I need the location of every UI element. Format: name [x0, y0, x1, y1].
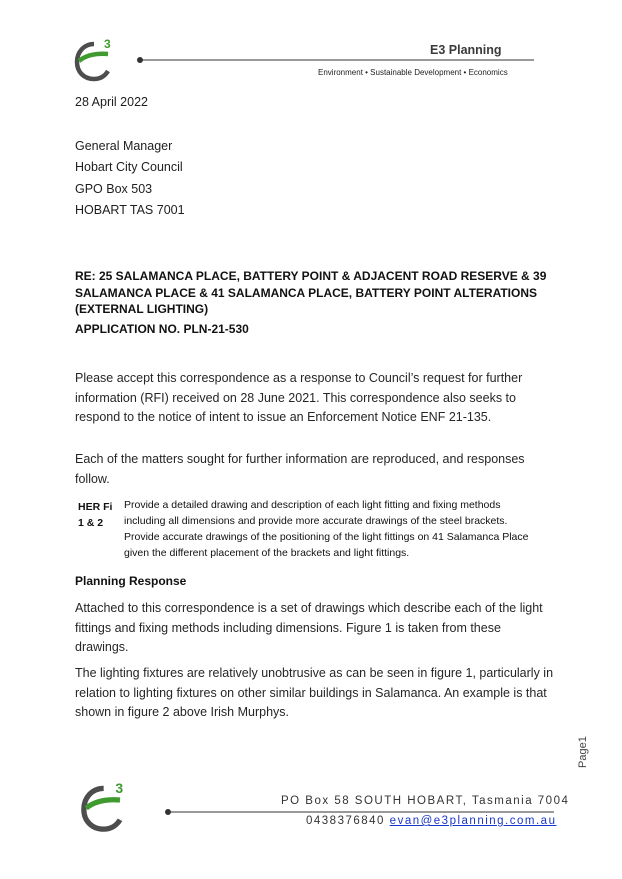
planning-response-heading: Planning Response	[75, 574, 187, 588]
svg-text:3: 3	[104, 37, 111, 51]
company-name: E3 Planning	[430, 43, 502, 57]
paragraph-matters: Each of the matters sought for further information are reproduced, and responses follow.	[75, 452, 525, 486]
application-number: APPLICATION NO. PLN-21-530	[75, 322, 249, 336]
footer-email-link[interactable]: evan@e3planning.com.au	[389, 815, 557, 827]
svg-text:3: 3	[115, 780, 124, 796]
company-tagline: Environment • Sustainable Development • Economics	[318, 68, 508, 77]
address-line: Hobart City Council	[75, 160, 183, 174]
paragraph-fixtures: The lighting fixtures are relatively unobtrusive as can be seen in figure 1, particularly in relation to lighting fixtures on other similar buildings in Salamanca. An example is that shown in figure 2 above Irish Murphys.	[75, 666, 554, 719]
paragraph-intro: Please accept this correspondence as a response to Council’s request for further information (RFI) received on 28 June 2021. This correspondence also seeks to respond to the notice of intent to issue an Enforcement Notice ENF 21-135.	[75, 371, 523, 424]
footer-contact	[306, 815, 556, 827]
her-request-text: Provide a detailed drawing and description of each light fitting and fixing methods including all dimensions and provide more accurate drawings of the steel brackets. Provide accurate drawings of the positioning of the light fittings on 41 Salamanca Place given the different placement of the brackets and light fittings.	[124, 499, 529, 559]
address-line: HOBART TAS 7001	[75, 203, 185, 217]
e3-logo	[72, 36, 120, 84]
address-line: GPO Box 503	[75, 182, 153, 196]
address-line: General Manager	[75, 139, 173, 153]
her-label: HER Fi 1 & 2	[78, 501, 113, 529]
re-heading: RE: 25 SALAMANCA PLACE, BATTERY POINT & ADJACENT ROAD RESERVE & 39 SALAMANCA PLACE & 41 SALAMANCA PLACE, BATTERY POINT ALTERATIONS (EXTERNAL LIGHTING)	[75, 269, 547, 316]
letter-date: 28 April 2022	[75, 95, 148, 109]
footer-address: PO Box 58 SOUTH HOBART, Tasmania 7004	[281, 795, 570, 807]
page-number: Page1	[577, 736, 589, 768]
paragraph-drawings: Attached to this correspondence is a set of drawings which describe each of the light fittings and fixing methods including dimensions. Figure 1 is taken from these drawings.	[75, 601, 543, 654]
footer-phone: 0438376840	[306, 815, 385, 827]
footer-e3-logo	[78, 779, 134, 835]
header-rule	[136, 56, 536, 64]
